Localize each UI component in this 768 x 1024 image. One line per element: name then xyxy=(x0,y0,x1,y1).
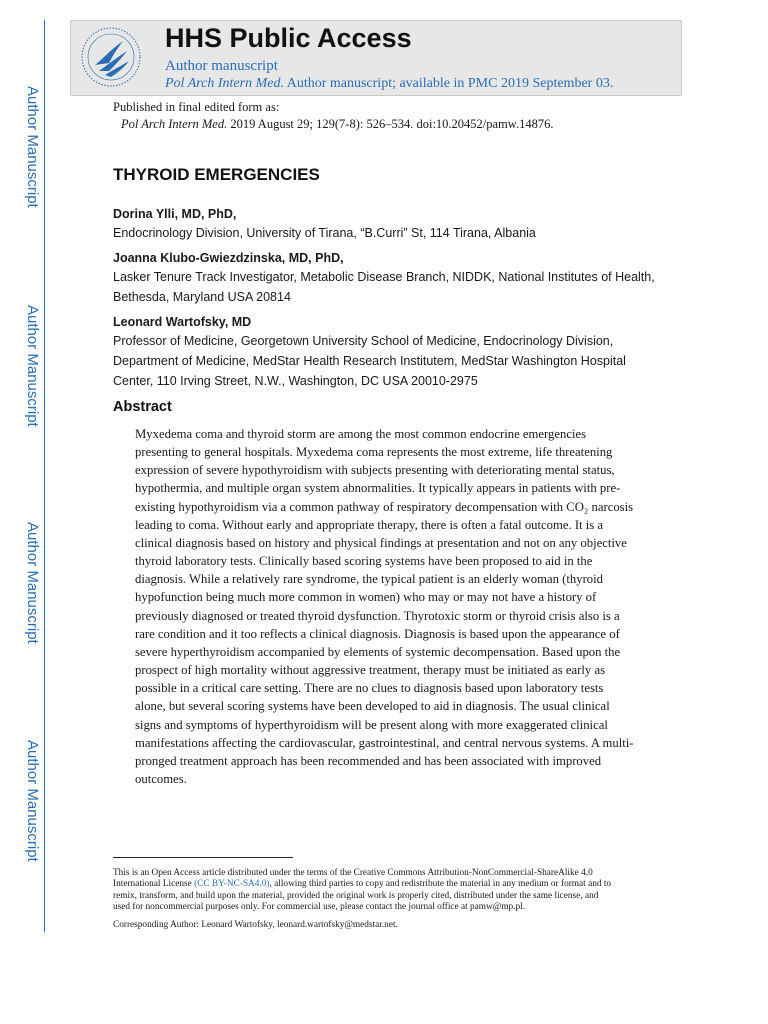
abstract-line: manifestations affecting the cardiovascular, gastrointestinal, and central nervous systems. A multi- xyxy=(135,735,634,750)
abstract-line: alone, but several scoring systems have been developed to aid in diagnosis. The usual clinical xyxy=(135,699,610,714)
abstract-body xyxy=(135,425,633,788)
author-name: Leonard Wartofsky, MD xyxy=(113,315,252,329)
abstract-line: previously diagnosed or treated thyroid dysfunction. Thyrotoxic storm or thyroid crisis also is a xyxy=(135,608,620,623)
license-footnote: This is an Open Access article distributed under the terms of the Creative Commons Attribution-NonCommercial-ShareAlike 4.0 International License (CC BY-NC-SA4.0), allowing third parties to copy and redistribute the material in any medium or format and to remix, transform, and build upon the material, provided the original work is properly cited, distributed under the same license, and used for noncommercial purposes only. For commercial use, please contact the journal office at pamw@mp.pl. xyxy=(113,868,612,912)
side-rule xyxy=(44,20,45,932)
side-label-author-manuscript: Author Manuscript xyxy=(24,522,41,644)
hhs-header xyxy=(70,20,682,96)
abstract-line: thyroid laboratory tests. Clinically based scoring systems have been proposed to aid in the xyxy=(135,554,593,569)
abstract-line: expression of severe hypothyroidism with subjects presenting with deteriorating mental status, xyxy=(135,463,615,478)
abstract-line: leading to coma. Without early and appropriate therapy, there is often a fatal outcome. It is a xyxy=(135,517,604,532)
abstract-line: existing hypothyroidism via a common pathway of respiratory decompensation with CO₂ narcosis xyxy=(135,499,634,514)
side-label-author-manuscript: Author Manuscript xyxy=(24,86,41,208)
abstract-heading: Abstract xyxy=(113,399,172,415)
side-label-author-manuscript: Author Manuscript xyxy=(24,740,41,862)
abstract-line: diagnosis. While a relatively rare syndrome, the typical patient is an elderly woman (thyroid xyxy=(135,572,604,587)
authors-block xyxy=(113,206,673,398)
author-entry xyxy=(113,206,673,243)
availability-text: Author manuscript; available in PMC 2019 September 03. xyxy=(283,76,614,91)
abstract-line: clinical diagnosis based on history and physical findings at presentation and not on any objective xyxy=(135,535,627,550)
author-name: Dorina Ylli, MD, PhD, xyxy=(113,207,237,221)
article-title: THYROID EMERGENCIES xyxy=(113,165,320,184)
published-details: 2019 August 29; 129(7-8): 526–534. doi:10.20452/pamw.14876. xyxy=(227,117,554,131)
abstract-line: severe hyperthyroidism accompanied by elements of systemic decompensation. Based upon the xyxy=(135,644,621,659)
journal-availability xyxy=(165,76,613,92)
published-citation xyxy=(113,116,554,133)
published-info xyxy=(113,99,554,133)
hhs-eagle-logo-icon xyxy=(79,25,143,89)
author-entry xyxy=(113,250,673,307)
abstract-line: hypofunction being much more common in women) who may or may not have a history of xyxy=(135,590,597,605)
abstract-line: outcomes. xyxy=(135,771,187,786)
abstract-line: signs and symptoms of hyperthyroidism will be present along with more exaggerated clinical xyxy=(135,717,608,732)
author-affiliation: Professor of Medicine, Georgetown University School of Medicine, Endocrinology Division, Department of Medicine, MedStar Health Research Institutem, MedStar Washington Hospital Center, 110 Irving Street, N.W., Washington, DC USA 20010-2975 xyxy=(113,334,626,388)
published-journal: Pol Arch Intern Med. xyxy=(121,117,228,131)
author-affiliation: Lasker Tenure Track Investigator, Metabolic Disease Branch, NIDDK, National Institutes of Health, Bethesda, Maryland USA 20814 xyxy=(113,270,655,304)
author-entry xyxy=(113,314,673,391)
abstract-line: prospect of high mortality without aggressive treatment, therapy must be initiated as early as xyxy=(135,663,606,678)
license-link[interactable]: (CC BY-NC-SA4.0) xyxy=(194,879,270,890)
hhs-public-access-title: HHS Public Access xyxy=(165,23,412,53)
author-manuscript-subtitle: Author manuscript xyxy=(165,58,278,74)
footnote-divider xyxy=(113,857,293,858)
abstract-line: possible in a critical care setting. There are no clues to diagnosis based upon laboratory tests xyxy=(135,681,604,696)
author-affiliation: Endocrinology Division, University of Tirana, “B.Curri” St, 114 Tirana, Albania xyxy=(113,226,536,240)
abstract-line: presenting to general hospitals. Myxedema coma represents the most extreme, life threatening xyxy=(135,445,613,460)
abstract-line: rare condition and it too reflects a clinical diagnosis. Diagnosis is based upon the appearance of xyxy=(135,626,620,641)
side-label-author-manuscript: Author Manuscript xyxy=(24,305,41,427)
abstract-line: hypothermia, and multiple organ system abnormalities. It typically appears in patients with pre- xyxy=(135,481,621,496)
journal-name: Pol Arch Intern Med. xyxy=(165,76,284,91)
abstract-line: Myxedema coma and thyroid storm are among the most common endocrine emergencies xyxy=(135,427,587,441)
abstract-line: pronged treatment approach has been recommended and has been associated with improved xyxy=(135,753,602,768)
author-name: Joanna Klubo-Gwiezdzinska, MD, PhD, xyxy=(113,251,344,265)
published-intro: Published in final edited form as: xyxy=(113,100,280,114)
corresponding-author: Corresponding Author: Leonard Wartofsky, leonard.wartofsky@medstar.net. xyxy=(113,920,398,930)
